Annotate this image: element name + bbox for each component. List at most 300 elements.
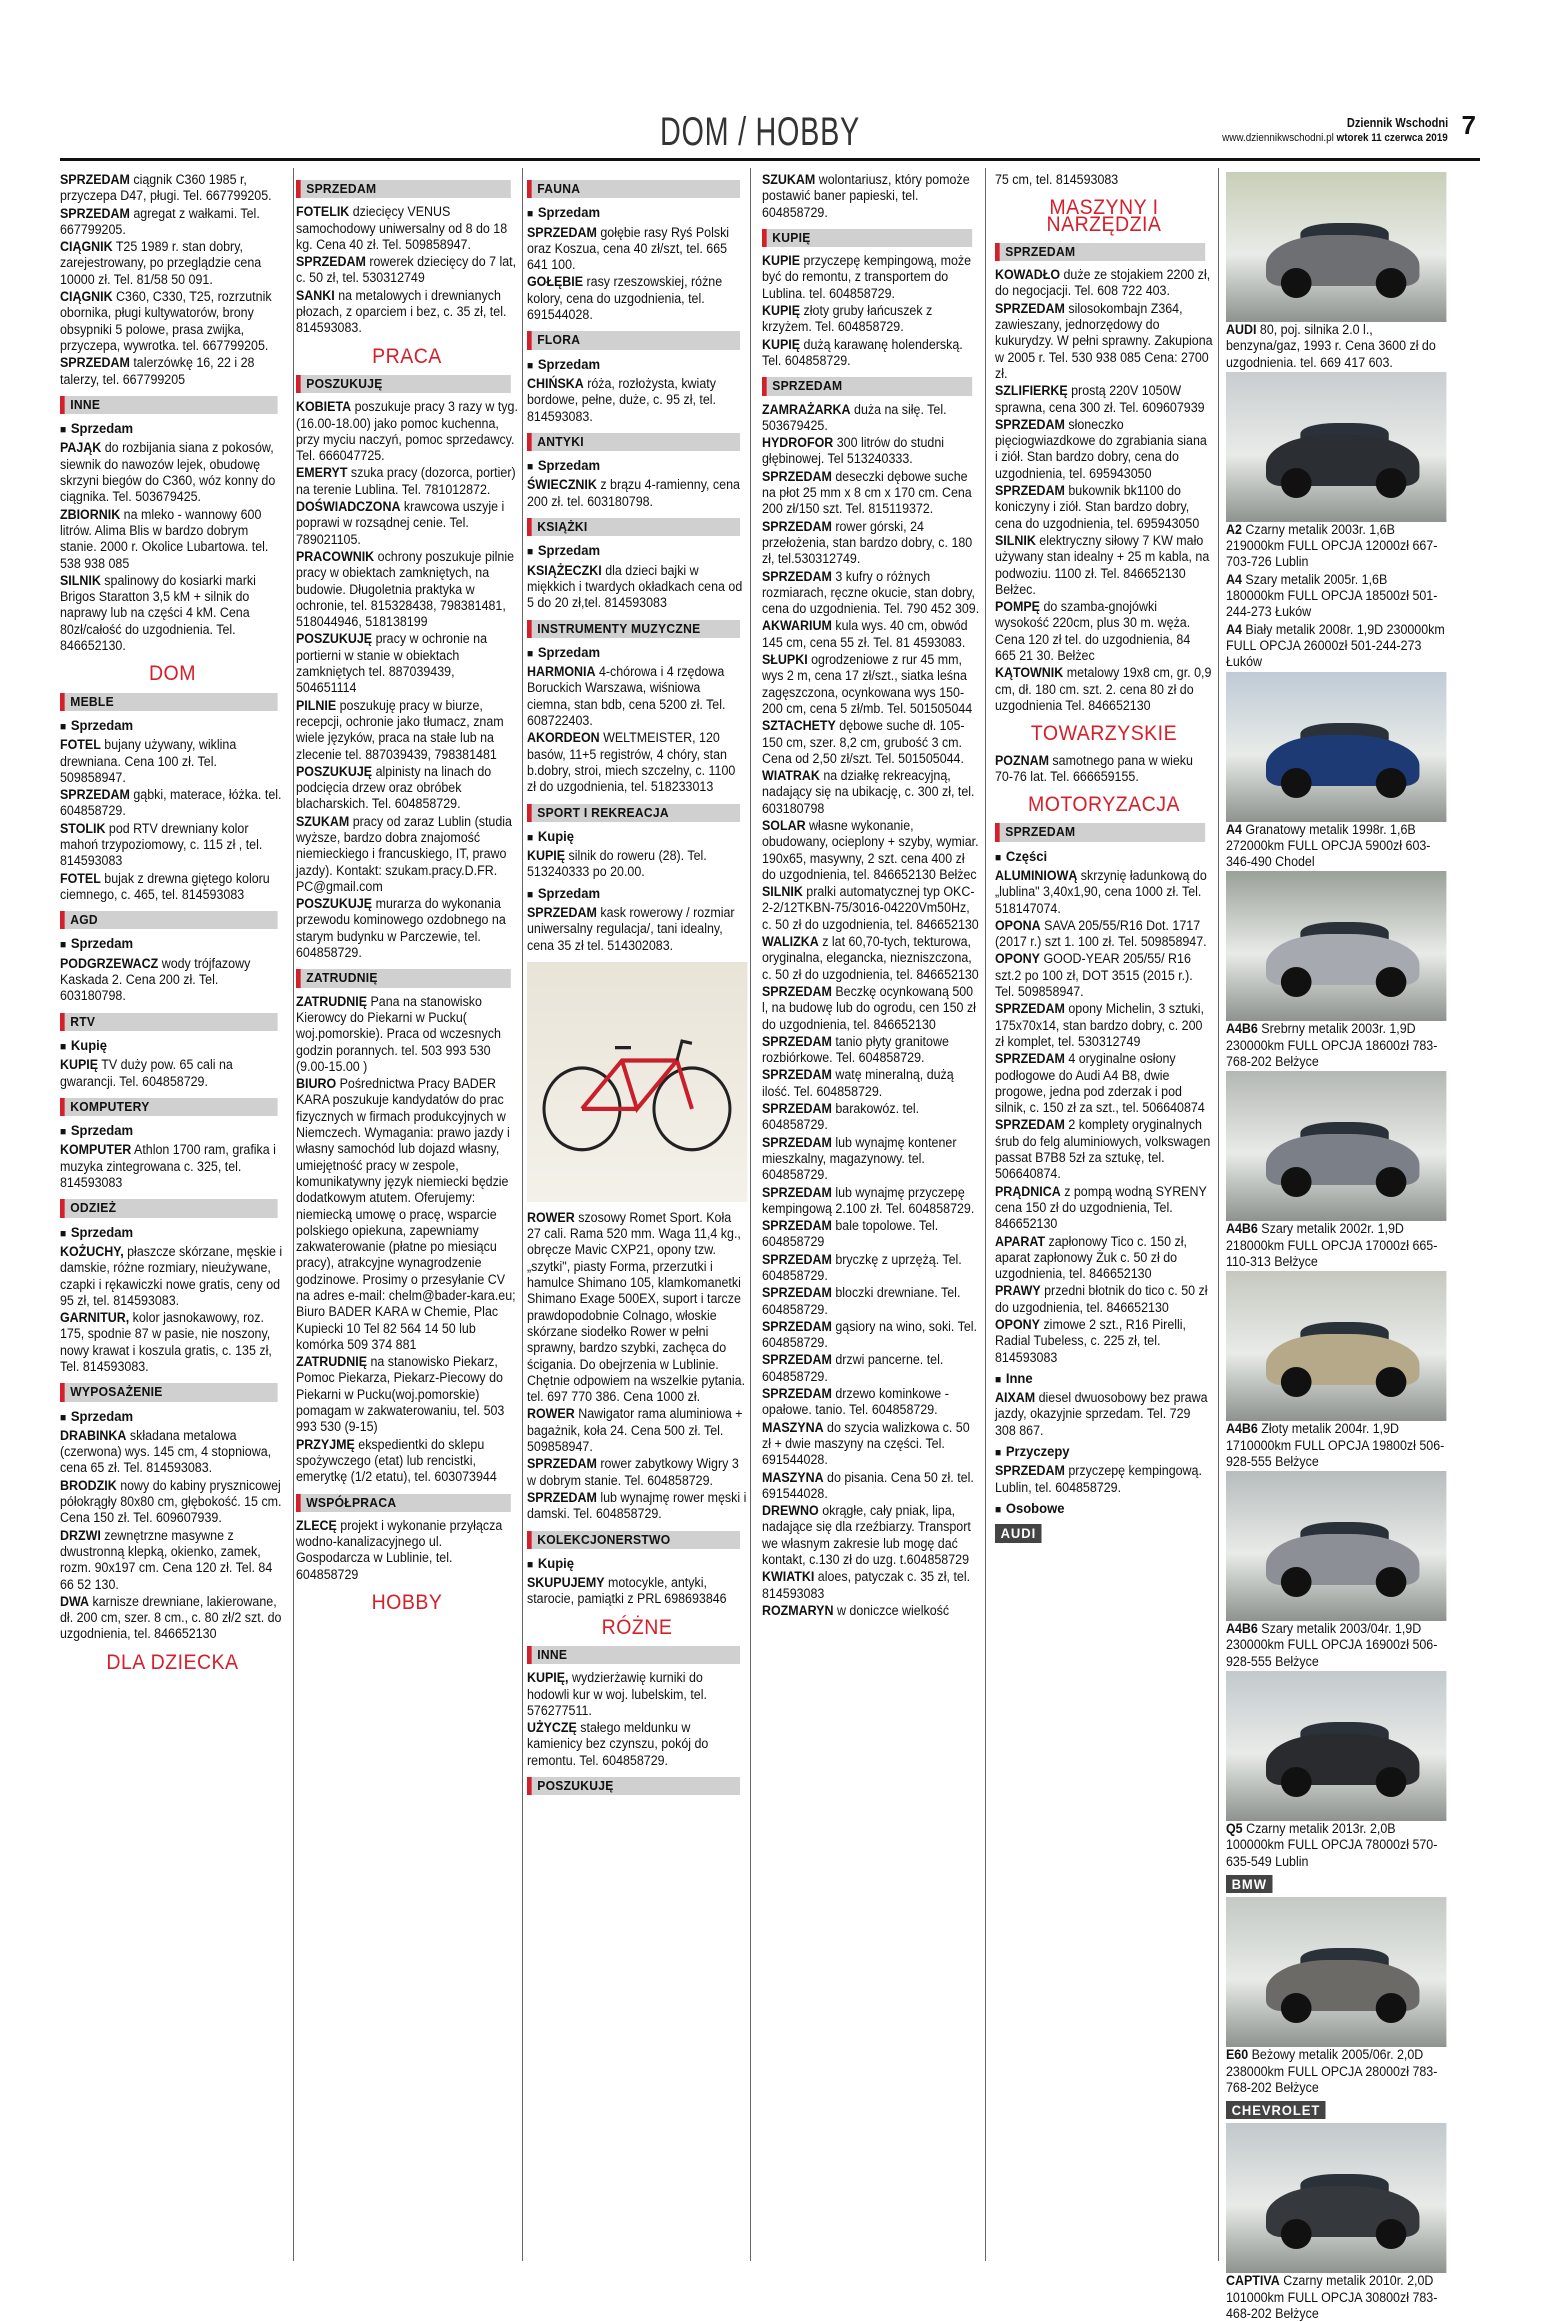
ad-text: do pisania. Cena 50 zł. tel. 691544028. [762, 1469, 974, 1501]
ad-keyword: KUPIE [762, 253, 801, 269]
ad-keyword: ZLECĘ [296, 1517, 337, 1533]
car-wheel [1281, 468, 1312, 498]
classified-ad [296, 1076, 518, 1353]
ad-keyword: EMERYT [296, 465, 348, 481]
classified-ad [1226, 572, 1446, 621]
ad-text: skrzynię ładunkową do „lublina" 3,40x1,90, cena 1000 zł. Tel. 518147074. [995, 867, 1207, 916]
category-header: ODZIEŻ [60, 1199, 278, 1217]
ad-text: do szycia walizkowa c. 50 zł + dwie maszyny na części. Tel. 691544028. [762, 1419, 970, 1468]
ad-text: Szary metalik 2002r. 1,9D 218000km FULL OPCJA 17000zł 665-110-313 Bełżyce [1226, 1221, 1438, 1269]
car-photo [1226, 1271, 1446, 1421]
classified-ad [762, 1034, 980, 1067]
subcategory-header: ■ Sprzedam [60, 935, 285, 953]
car-photo [1226, 1071, 1446, 1221]
classified-ad [527, 664, 747, 729]
ad-text: diesel dwuosobowy bez prawa jazdy, okazyjnie sprzedam. Tel. 729 308 867. [995, 1390, 1208, 1438]
ad-keyword: SPRZEDAM [995, 483, 1065, 499]
classified-ad [527, 274, 747, 323]
ad-text: projekt i wykonanie przyłącza wodno-kanalizacyjnego ul. Gospodarcza w Lublinie, tel. 604858729 [296, 1517, 503, 1582]
classified-ad [60, 1428, 285, 1477]
car-wheel [1376, 1767, 1407, 1797]
classified-ad [1226, 322, 1446, 371]
ad-text: Pana na stanowisko Kierowcy do Piekarni w Pucku( woj.pomorskie). Praca od wczesnych godzin porannych. tel. 503 993 530 (9.00-15.00 ) [296, 993, 501, 1074]
ad-keyword: GOŁĘBIE [527, 274, 584, 290]
ad-keyword: PRZYJMĘ [296, 1436, 355, 1452]
ad-keyword: AIXAM [995, 1390, 1036, 1406]
car-wheel [1376, 1367, 1407, 1397]
section-title: DOM / HOBBY [660, 110, 860, 154]
ad-keyword: ROWER [527, 1209, 575, 1225]
ad-text: kula wys. 40 cm, obwód 145 cm, cena 55 zł. Tel. 81 4593083. [762, 618, 968, 650]
ad-keyword: KOMPUTER [60, 1142, 132, 1158]
ad-text: dziecięcy VENUS samochodowy uniwersalny od 8 do 18 kg. Cena 40 zł. Tel. 509858947. [296, 204, 508, 252]
classified-ad [762, 1352, 980, 1385]
ad-keyword: ZATRUDNIĘ [296, 993, 368, 1009]
masthead [1197, 110, 1476, 144]
classified-ad [1226, 1621, 1446, 1670]
ad-text: kask rowerowy / rozmiar uniwersalny regulacja/, tani idealny, cena 35 zł tel. 514302083. [527, 904, 735, 953]
classified-ad [296, 499, 518, 548]
classified-ad [762, 1420, 980, 1469]
ad-keyword: SPRZEDAM [995, 300, 1065, 316]
category-header: SPORT I REKREACJA [527, 804, 740, 822]
ad-keyword: A4 [1226, 571, 1242, 587]
ad-keyword: STOLIK [60, 820, 106, 836]
classified-ad [296, 698, 518, 763]
classified-ad [995, 1184, 1213, 1233]
ad-keyword: SZUKAM [762, 172, 816, 187]
ad-keyword: SPRZEDAM [527, 1456, 597, 1472]
ad-text: 75 cm, tel. 814593083 [995, 172, 1119, 187]
classified-ad [296, 1354, 518, 1435]
classified-ad [60, 1478, 285, 1527]
car-wheel [1281, 1767, 1312, 1797]
ad-text: stałego meldunku w kamienicy bez czynszu, pokój do remontu. Tel. 604858729. [527, 1720, 709, 1768]
classified-ad [762, 934, 980, 983]
ad-text: spalinowy do kosiarki marki Brigos Staratton 3,5 kM + silnik do naprawy lub na części 4 kM. Cena 80zł/całość do uzgodnienia. Tel. 846652130. [60, 572, 256, 654]
ad-keyword: AKWARIUM [762, 618, 832, 634]
ad-keyword: PRĄDNICA [995, 1183, 1061, 1199]
ad-keyword: APARAT [995, 1233, 1046, 1249]
column-2 [296, 172, 518, 2261]
ad-text: słoneczko pięciogwiazdkowe do zgrabiania siana i ziół. Stan bardzo dobry, cena do uzgodnienia, tel. 695943050 [995, 416, 1207, 481]
classified-ad [296, 288, 518, 337]
ad-text: gołębie rasy Ryś Polski oraz Koszua, cena 40 zł/szt, tel. 665 641 100. [527, 224, 730, 273]
subcategory-header: ■ Kupię [60, 1037, 285, 1055]
ad-keyword: SPRZEDAM [762, 1101, 832, 1117]
car-wheel [1376, 468, 1407, 498]
column-divider [293, 168, 294, 2261]
section-heading: HOBBY [371, 1591, 443, 1615]
classified-ad [995, 1001, 1213, 1050]
classified-ad [762, 1386, 980, 1419]
car-wheel [1281, 1993, 1312, 2023]
classified-ad [995, 1463, 1213, 1496]
car-wheel [1376, 1993, 1407, 2023]
ad-keyword: A4 [1226, 621, 1242, 637]
ad-keyword: ZATRUDNIĘ [296, 1354, 368, 1370]
ad-text: w doniczce wielkość [833, 1602, 950, 1618]
car-wheel [1376, 268, 1407, 298]
ad-text: na mleko - wannowy 600 litrów. Alima Blis w bardzo dobrym stanie. 2000 r. Okolice Lubartowa. tel. 538 938 085 [60, 506, 269, 571]
ad-text: gąsiory na wino, soki. Tel. 604858729. [762, 1318, 978, 1351]
ad-keyword: ZAMRAŻARKA [762, 401, 851, 417]
ad-text: kolor jasnokawowy, roz. 175, spodnie 87 w pasie, nie noszony, nowy krawat i koszula gratis, c. 135 zł, Tel. 814593083. [60, 1310, 272, 1374]
ad-text: złoty gruby łańcuszek z krzyżem. Tel. 604858729. [762, 303, 933, 335]
ad-keyword: A4B6 [1226, 1021, 1258, 1037]
classified-ad [60, 1528, 285, 1593]
category-header: KOMPUTERY [60, 1098, 278, 1116]
ad-text: Czarny metalik 2010r. 2,0D 101000km FULL OPCJA 30800zł 783-468-202 Bełżyce [1226, 2273, 1438, 2321]
classified-ad [762, 337, 980, 370]
ad-text: lub wynajmę kontener mieszkalny, magazynowy. tel. 604858729. [762, 1134, 957, 1183]
ad-text: Pośrednictwa Pracy BADER KARA poszukuje kandydatów do prac fizycznych w firmach produkcyjnych w Niemczech. Wymagania: prawo jazdy i własny samochód lub dojazd własny, umiejętność pracy w zespole, komunikatywny język niemiecki będzie dodatkowym atutem. Oferujemy: niemiecką umowę o pracę, wsparcie polskiego opiekuna, zapewniamy zakwaterowanie (płatne po miesiącu pracy), atrakcyjne wynagrodzenie godzinowe. Prosimy o przesyłanie CV na adres e-mail: chelm@bader-kara.eu; Biuro BADER KARA w Chemie, Plac Kupiecki 10 Tel 82 564 14 50 lub komórka 509 374 881 [296, 1076, 516, 1352]
ad-text: składana metalowa (czerwona) wys. 145 cm, 4 stopniowa, cena 65 zł. Tel. 814593083. [60, 1427, 272, 1476]
ad-keyword: PRACOWNIK [296, 548, 375, 564]
classified-ad [527, 376, 747, 425]
ad-text: samotnego pana w wieku 70-76 lat. Tel. 666659155. [995, 752, 1193, 784]
classified-ad [527, 1490, 747, 1523]
classified-ad [527, 1210, 747, 1406]
car-photo [1226, 1897, 1446, 2047]
ad-keyword: SPRZEDAM [995, 1117, 1065, 1133]
ad-text: poszukuję pracy w biurze, recepcji, ochronie jako tłumacz, znam wiele języków, praca na stałe lub na zlecenie tel. 887039439, 798381481 [296, 697, 504, 762]
ad-keyword: SPRZEDAM [60, 205, 130, 221]
ad-keyword: SZTACHETY [762, 718, 836, 734]
ad-text: Beczkę ocynkowaną 500 l, na budowę lub do ogrodu, cen 150 zł do uzgodnienia, tel. 846652130 [762, 983, 976, 1032]
ad-keyword: SPRZEDAM [296, 254, 366, 270]
classified-ad [60, 1057, 285, 1090]
category-header: WSPÓŁPRACA [296, 1494, 510, 1512]
ad-keyword: OPONY [995, 951, 1040, 967]
car-photo [1226, 1671, 1446, 1821]
ad-text: róża, rozłożysta, kwiaty bordowe, pełne, duże, c. 95 zł, tel. 814593083. [527, 375, 716, 424]
ad-text: lub wynajmę przyczepę kempingową 2.100 zł. Tel. 604858729. [762, 1184, 975, 1216]
ad-text: GOOD-YEAR 205/55/ R16 szt.2 po 100 zł, DOT 3515 (2015 r.). Tel. 509858947. [995, 951, 1193, 1000]
ad-keyword: SPRZEDAM [762, 1033, 832, 1049]
ad-keyword: SPRZEDAM [762, 1318, 832, 1334]
ad-text: na działkę rekreacyjną, nadający się na ubikację, c. 300 zł, tel. 603180798 [762, 768, 975, 816]
classified-ad [995, 1283, 1213, 1316]
ad-keyword: SPRZEDAM [762, 1218, 832, 1234]
ad-keyword: ALUMINIOWĄ [995, 867, 1078, 883]
classified-ad [296, 1437, 518, 1486]
ad-text: zewnętrzne masywne z dwustronną klepką, okienko, zamek, rozm. 90x197 cm. Cena 120 zł. Tel. 84 66 52 130. [60, 1527, 273, 1592]
category-header: FLORA [527, 331, 740, 349]
ad-text: drzwi pancerne. tel. 604858729. [762, 1352, 944, 1384]
category-header: SPRZEDAM [296, 180, 510, 198]
ad-text: pracy od zaraz Lublin (studia wyższe, bardzo dobra znajomość niemieckiego i francuskiego, IT, prawo jazdy). Kontakt: szukam.pracy.D.FR. PC@gmail.com [296, 813, 512, 894]
classified-ad [762, 253, 980, 302]
classified-ad [995, 301, 1213, 382]
ad-keyword: BRODZIK [60, 1477, 117, 1493]
ad-keyword: SOLAR [762, 817, 806, 833]
bicycle-photo [527, 962, 747, 1202]
classified-ad [995, 1234, 1213, 1283]
classified-ad [995, 383, 1213, 416]
column-divider [985, 168, 986, 2261]
classified-ad [527, 563, 747, 612]
ad-text: wolontariusz, który pomoże postawić baner papieski, tel. 604858729. [762, 172, 970, 220]
classified-ad [995, 172, 1213, 188]
subcategory-header: ■ Sprzedam [527, 542, 747, 560]
ad-keyword: SZUKAM [296, 813, 350, 829]
ad-text: TV duży pow. 65 cali na gwarancji. Tel. 604858729. [60, 1057, 233, 1089]
category-header: ANTYKI [527, 433, 740, 451]
classified-ad [762, 818, 980, 883]
ad-keyword: A4 [1226, 821, 1242, 837]
ad-keyword: FOTEL [60, 870, 101, 886]
subcategory-header: ■ Sprzedam [527, 457, 747, 475]
ad-keyword: FOTEL [60, 737, 101, 753]
classified-ad [762, 1067, 980, 1100]
subcategory-header: ■ Sprzedam [60, 1224, 285, 1242]
ad-keyword: DRABINKA [60, 1427, 127, 1443]
category-header: INSTRUMENTY MUZYCZNE [527, 620, 740, 638]
ad-text: murarza do wykonania przewodu kominowego ozdobnego na starym budynku w Parczewie, tel. 604858729. [296, 896, 506, 961]
classified-ad [762, 884, 980, 933]
car-wheel [1376, 768, 1407, 798]
ad-text: bukownik bk1100 do koniczyny i ziół. Stan bardzo dobry, cena do uzgodnienia, tel. 695943050 [995, 483, 1200, 531]
header-rule [60, 158, 1480, 161]
category-header: AGD [60, 911, 278, 929]
ad-text: Szary metalik 2003/04r. 1,9D 230000km FULL OPCJA 16900zł 506-928-555 Bełżyce [1226, 1621, 1438, 1669]
brand-label: AUDI [995, 1524, 1042, 1542]
classified-ad [60, 821, 285, 870]
classified-ad [1226, 2273, 1446, 2322]
ad-keyword: SPRZEDAM [762, 1134, 832, 1150]
ad-text: do rozbijania siana z pokosów, siewnik do nawozów lejek, obudowę skrzyni biegów do C360, wóz konny do ciągnika. Tel. 503679425. [60, 440, 276, 505]
classified-ad [762, 469, 980, 518]
classified-ad [527, 1406, 747, 1455]
ad-text: krawcowa uszyje i poprawi w rozsądnej cenie. Tel. 789021105. [296, 499, 505, 547]
ad-text: opony Michelin, 3 sztuki, 175x70x14, stan bardzo dobry, c. 200 zł komplet, tel. 530312749 [995, 1001, 1205, 1049]
ad-text: Srebrny metalik 2003r. 1,9D 230000km FULL OPCJA 18600zł 783-768-202 Bełżyce [1226, 1021, 1438, 1070]
ad-keyword: SPRZEDAM [995, 1051, 1065, 1067]
ad-keyword: A2 [1226, 521, 1242, 537]
ad-keyword: CAPTIVA [1226, 2273, 1280, 2289]
ad-keyword: OPONY [995, 1317, 1040, 1332]
category-header: SPRZEDAM [762, 377, 972, 395]
ad-text: szosowy Romet Sport. Koła 27 cali. Rama 520 mm. Waga 11,4 kg., obręcze Mavic CXP21, opony tzw. „szytki", piasty Forma, przerzutki i hamulce Shimano 105, klamkomanetki Shimano Exage 500EX, suport i tarcze prawdopodobnie Colnago, włoskie skórzane siodełko Rower w pełni sprawny, bardzo szybki, zachęca do ścigania. Do obejrzenia w Lublinie. Chętnie odpowiem na wszelkie pytania. tel. 697 770 386. Cena 1000 zł. [527, 1209, 746, 1405]
category-header: SPRZEDAM [995, 823, 1205, 841]
ad-keyword: WIATRAK [762, 768, 820, 784]
ad-text: Beżowy metalik 2005/06r. 2,0D 238000km FULL OPCJA 28000zł 783-768-202 Bełżyce [1226, 2047, 1438, 2095]
car-photo [1226, 672, 1446, 822]
ad-text: ogrodzeniowe z rur 45 mm, wys 2 m, cena 17 zł/szt., siatka leśna zagęszczona, ocynkowana wys 150-200 cm, cena 5 zł/mb. Tel. 501505044 [762, 652, 973, 716]
classified-ad [60, 573, 285, 654]
car-photo [1226, 172, 1446, 322]
classified-ad [60, 1310, 285, 1375]
ad-keyword: ZBIORNIK [60, 506, 121, 522]
classified-ad [527, 1456, 747, 1489]
subcategory-header: ■ Inne [995, 1370, 1213, 1388]
page-header [0, 100, 1558, 162]
classified-ad [296, 549, 518, 630]
classified-ad [762, 1603, 980, 1619]
classified-ad [762, 652, 980, 717]
ad-text: płaszcze skórzane, męskie i damskie, różne rozmiary, nieużywane, czapki i rękawiczki nowe gratis, ceny od 95 zł, tel. 814593083. [60, 1243, 283, 1308]
ad-keyword: PILNIE [296, 697, 337, 713]
classified-ad [60, 206, 285, 239]
classified-ad [1226, 1221, 1446, 1270]
classified-ad [60, 239, 285, 288]
ad-text: gąbki, materace, łóżka. tel. 604858729. [60, 787, 282, 819]
ad-keyword: SPRZEDAM [60, 787, 130, 803]
ad-keyword: Q5 [1226, 1821, 1243, 1837]
ad-text: lub wynajmę rower męski i damski. Tel. 604858729. [527, 1489, 747, 1522]
ad-keyword: KOWADŁO [995, 267, 1061, 283]
ad-text: 2 komplety oryginalnych śrub do felg aluminiowych, volkswagen passat B7B8 5zł za sztukę, tel. 506640874. [995, 1117, 1211, 1182]
ad-keyword: SPRZEDAM [762, 468, 832, 484]
subcategory-header: ■ Osobowe [995, 1500, 1213, 1518]
ad-keyword: SANKI [296, 287, 335, 303]
ad-keyword: E60 [1226, 2047, 1249, 2063]
ad-keyword: SPRZEDAM [762, 1184, 832, 1200]
ad-text: pracy w ochronie na portierni w stanie w obiektach zamkniętych tel. 887039439, 504651114 [296, 631, 488, 696]
column-divider [522, 168, 523, 2261]
ad-keyword: SPRZEDAM [527, 224, 597, 240]
classified-ad [762, 1185, 980, 1218]
classified-ad [296, 814, 518, 895]
ad-text: własne wykonanie, obudowany, ocieplony + szyby, wymiar. 190x65, masywny, 2 szt. cena 400 zł do uzgodnienia, tel. 846652130 Bełżec [762, 817, 979, 882]
classified-ad [60, 507, 285, 572]
ad-text: rowerek dziecięcy do 7 lat, c. 50 zł, tel. 530312749 [296, 254, 517, 286]
classified-ad [60, 1142, 285, 1191]
ad-keyword: SŁUPKI [762, 652, 808, 668]
classified-ad [762, 1285, 980, 1318]
classified-ad [527, 1670, 747, 1719]
ad-text: poszukuje pracy 3 razy w tyg. (16.00-18.00) jako pomoc kuchenna, przy myciu naczyń, pomoc sprzedawcy. Tel. 666047725. [296, 399, 518, 464]
ad-text: motocykle, antyki, starocie, pamiątki z PRL 698693846 [527, 1575, 727, 1607]
classified-ad [762, 768, 980, 817]
ad-text: okrągłe, cały pniak, lipa, nadające się dla rzeźbiarzy. Transport we własnym zakresie lub mogę dać kontakt, c.130 zł do uzg. t.604858729 [762, 1503, 971, 1568]
ad-text: z lat 60,70-tych, tekturowa, oryginalna, elegancka, niezniszczona, c. 50 zł do uzgodnienia, tel. 846652130 [762, 934, 979, 982]
ad-text: nowy do kabiny prysznicowej półokrągły 80x80 cm, głębokość. 15 cm. Cena 150 zł. Tel. 609607939. [60, 1477, 282, 1526]
ad-text: duże ze stojakiem 2200 zł, do negocjacji. Tel. 608 722 403. [995, 267, 1211, 299]
classified-ad [762, 1503, 980, 1568]
classified-ad [60, 787, 285, 820]
ad-text: WELTMEISTER, 120 basów, 11+5 registrów, 4 chóry, stan b.dobry, stroi, miech szczelny, c. 1100 zł do uzgodnienia, tel. 518233013 [527, 730, 736, 795]
ad-text: rower górski, 24 przełożenia, stan bardzo dobry, c. 180 zł, tel.530312749. [762, 518, 973, 567]
classified-ad [527, 730, 747, 795]
ad-text: dla dzieci bajki w miękkich i twardych okładkach cena od 5 do 20 zł,tel. 814593083 [527, 562, 743, 611]
classified-ad [1226, 1821, 1446, 1870]
classified-ad [762, 303, 980, 336]
ad-keyword: BIURO [296, 1076, 337, 1092]
column-1 [60, 172, 285, 2261]
ad-keyword: MASZYNA [762, 1469, 824, 1485]
classified-ad [296, 896, 518, 961]
classified-ad [762, 1569, 980, 1602]
ad-text: T25 1989 r. stan dobry, zarejestrowany, po przeglądzie cena 10000 zł. Tel. 81/58 50 091. [60, 239, 262, 287]
car-photo [1226, 2123, 1446, 2273]
ad-text: zimowe 2 szt., R16 Pirelli, Radial Tubeless, c. 225 zł, tel. 814593083 [995, 1317, 1187, 1365]
ad-text: do szamba-gnojówki wysokość 220cm, plus 30 m. węża. Cena 120 zł tel. do uzgodnienia, 84 665 21 30. Bełżec [995, 599, 1191, 664]
ad-keyword: SZLIFIERKĘ [995, 383, 1068, 399]
classified-ad [995, 1117, 1213, 1182]
classified-ad [60, 956, 285, 1005]
ad-keyword: POZNAM [995, 752, 1049, 768]
ad-text: dużą karawanę holenderską. Tel. 604858729. [762, 336, 963, 368]
ad-text: 80, poj. silnika 2.0 l., benzyna/gaz, 1993 r. Cena 3600 zł do uzgodnienia. tel. 669 417 603. [1226, 322, 1436, 370]
section-heading: DLA DZIECKA [106, 1650, 239, 1674]
classified-ad [60, 1244, 285, 1309]
classified-ad [995, 267, 1213, 300]
category-header: POSZUKUJĘ [296, 375, 510, 393]
car-wheel [1281, 268, 1312, 298]
ad-keyword: PRAWY [995, 1283, 1041, 1299]
ad-keyword: ROWER [527, 1406, 575, 1422]
ad-text: wody trójfazowy Kaskada 2. Cena 200 zł. Tel. 603180798. [60, 955, 251, 1004]
classified-ad [296, 254, 518, 287]
ad-keyword: DWA [60, 1593, 90, 1609]
subcategory-header: ■ Kupię [527, 1555, 747, 1573]
classified-ad [1226, 822, 1446, 871]
ad-keyword: POSZUKUJĘ [296, 763, 373, 779]
ad-keyword: SPRZEDAM [762, 1251, 832, 1267]
category-header: INNE [60, 396, 278, 414]
classified-ad [296, 204, 518, 253]
classified-ad [762, 1470, 980, 1503]
ad-keyword: ŚWIECZNIK [527, 477, 597, 493]
ad-keyword: SKUPUJEMY [527, 1575, 605, 1591]
ad-keyword: SILNIK [995, 532, 1036, 548]
car-wheel [1376, 1567, 1407, 1597]
classified-ad [1226, 522, 1446, 571]
ad-text: metalowy 19x8 cm, gr. 0,9 cm, dł. 180 cm. szt. 2. cena 80 zł do uzgodnienia Tel. 846652130 [995, 665, 1212, 713]
ad-keyword: CIĄGNIK [60, 289, 113, 305]
ad-text: bryczkę z uprzężą. Tel. 604858729. [762, 1251, 962, 1283]
ad-keyword: SPRZEDAM [762, 568, 832, 584]
classified-ad [296, 399, 518, 464]
column-6 [1226, 172, 1446, 2321]
subcategory-header: ■ Części [995, 848, 1213, 866]
bicycle-illustration [527, 962, 747, 1202]
classified-ad [527, 225, 747, 274]
classified-ad [296, 1518, 518, 1583]
classified-ad [995, 868, 1213, 917]
classified-ad [762, 1135, 980, 1184]
classified-ad [762, 519, 980, 568]
classified-ad [296, 631, 518, 696]
subcategory-header: ■ Przyczepy [995, 1443, 1213, 1461]
section-heading: PRACA [372, 344, 442, 368]
car-wheel [1281, 1567, 1312, 1597]
category-header: RTV [60, 1013, 278, 1031]
ad-text: Biały metalik 2008r. 1,9D 230000km FULL OPCJA 26000zł 501-244-273 Łuków [1226, 621, 1445, 670]
ad-text: silnik do roweru (28). Tel. 513240333 po 20.00. [527, 848, 707, 880]
ad-text: przyczepę kempingową. Lublin, tel. 604858729. [995, 1463, 1202, 1495]
paper-url[interactable]: www.dziennikwschodni.pl [1222, 132, 1335, 144]
paper-name: Dziennik Wschodni [1346, 115, 1448, 130]
ad-text: z brązu 4-ramienny, cena 200 zł. tel. 603180798. [527, 477, 740, 509]
ad-keyword: SPRZEDAM [60, 172, 130, 187]
ad-keyword: SPRZEDAM [762, 518, 832, 534]
ad-text: pod RTV drewniany kolor mahoń trzypoziomowy, c. 115 zł , tel. 814593083 [60, 820, 263, 869]
car-wheel [1281, 2219, 1312, 2249]
classified-ad [60, 871, 285, 904]
classified-ad [1226, 1421, 1446, 1470]
section-heading: TOWARZYSKIE [1030, 722, 1178, 746]
category-header: SPRZEDAM [995, 243, 1205, 261]
ad-keyword: SPRZEDAM [762, 983, 832, 999]
classified-ad [1226, 2047, 1446, 2096]
classified-ad [762, 618, 980, 651]
ad-text: ochrony poszukuje pilnie pracy w obiektach zamkniętych, na budowie. Długoletnia praktyka w ochronie, tel. 815328438, 798381481, 518044946, 518138199 [296, 548, 515, 630]
ad-text: Czarny metalik 2013r. 2,0B 100000km FULL OPCJA 78000zł 570-635-549 Lublin [1226, 1821, 1438, 1869]
ad-keyword: A4B6 [1226, 1421, 1258, 1437]
